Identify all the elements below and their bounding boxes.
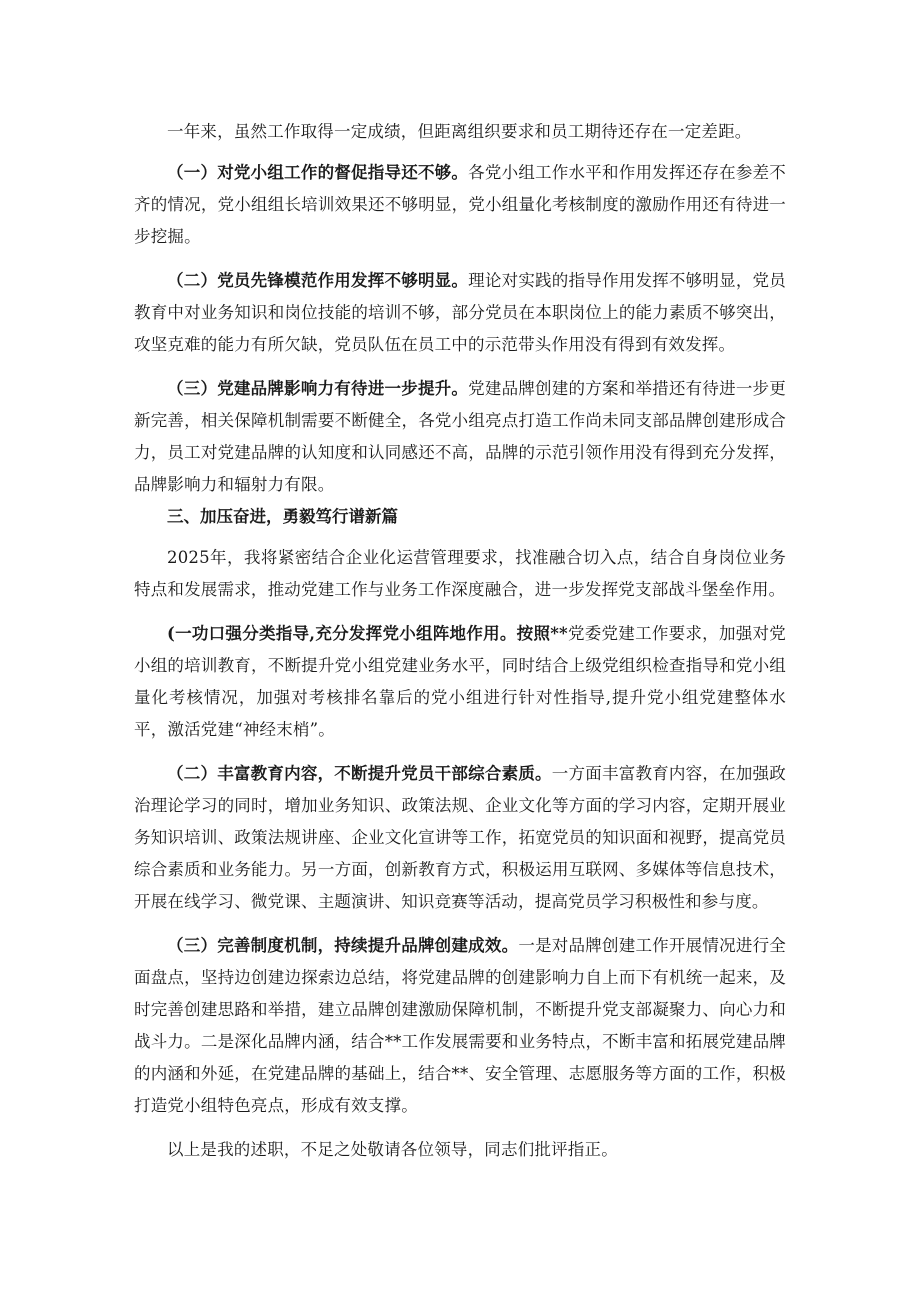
- measure-body-1: 党委党建工作要求，加强对党小组的培训教育，不断提升党小组党建业务水平，同时结合上级党组织检查指导和党小组量化考核情况，加强对考核排名靠后的党小组进行针对性指导,提升党小组党建整体水平，激活党建“神经末梢”。: [134, 624, 786, 739]
- problem-body-3: 党建品牌创建的方案和举措还有待进一步更新完善，相关保障机制需要不断健全，各党小组亮点打造工作尚未同支部品牌创建形成合力，员工对党建品牌的认知度和认同感还不高，品牌的示范引领作用没有得到充分发挥，品牌影响力和辐射力有限。: [134, 379, 786, 494]
- measure-title-3: （三）完善制度机制，持续提升品牌创建成效。: [167, 936, 519, 955]
- measure-title-1: (一功口强分类指导,充分发挥党小组阵地作用。按照**: [167, 624, 568, 643]
- problem-body-2: 理论对实践的指导作用发挥不够明显，党员教育中对业务知识和岗位技能的培训不够，部分党员在本职岗位上的能力素质不够突出，攻坚克难的能力有所欠缺，党员队伍在员工中的示范带头作用没有得到有效发挥。: [134, 271, 786, 354]
- measure-paragraph-3: [134, 930, 786, 1122]
- problem-title-2: （二）党员先锋模范作用发挥不够明显。: [167, 271, 469, 290]
- problem-paragraph-1: [134, 157, 786, 253]
- document-page: [134, 116, 786, 1166]
- measure-title-2: （二）丰富教育内容，不断提升党员干部综合素质。: [167, 764, 552, 783]
- section-heading: 三、加压奋进，勇毅笃行谱新篇: [167, 507, 398, 526]
- closing-paragraph: 以上是我的述职，不足之处敬请各位领导，同志们批评指正。: [167, 1140, 618, 1159]
- measure-paragraph-2: [134, 758, 786, 918]
- problem-body-1: 各党小组工作水平和作用发挥还存在参差不齐的情况，党小组组长培训效果还不够明显，党小组量化考核制度的激励作用还有待进一步挖掘。: [134, 163, 786, 246]
- measure-body-3: 一是对品牌创建工作开展情况进行全面盘点，坚持边创建边探索边总结，将党建品牌的创建影响力自上而下有机统一起来，及时完善创建思路和举措，建立品牌创建激励保障机制，不断提升党支部凝聚力、向心力和战斗力。二是深化品牌内涵，结合**工作发展需要和业务特点，不断丰富和拓展党建品牌的内涵和外延，在党建品牌的基础上，结合**、安全管理、志愿服务等方面的工作，积极打造党小组特色亮点，形成有效支撑。: [134, 936, 786, 1115]
- problem-title-3: （三）党建品牌影响力有待进一步提升。: [167, 379, 469, 398]
- problem-title-1: （一）对党小组工作的督促指导还不够。: [167, 163, 469, 182]
- measure-paragraph-1: [134, 618, 786, 746]
- problem-paragraph-3: [134, 373, 786, 501]
- measure-body-2: 一方面丰富教育内容，在加强政治理论学习的同时，增加业务知识、政策法规、企业文化等方面的学习内容，定期开展业务知识培训、政策法规讲座、企业文化宣讲等工作，拓宽党员的知识面和视野，提高党员综合素质和业务能力。另一方面，创新教育方式，积极运用互联网、多媒体等信息技术，开展在线学习、微党课、主题演讲、知识竞赛等活动，提高党员学习积极性和参与度。: [134, 764, 786, 911]
- problem-paragraph-2: [134, 265, 786, 361]
- plan-intro-paragraph: 2025年，我将紧密结合企业化运营管理要求，找准融合切入点，结合自身岗位业务特点和发展需求，推动党建工作与业务工作深度融合，进一步发挥党支部战斗堡垒作用。: [134, 548, 786, 599]
- intro-paragraph: 一年来，虽然工作取得一定成绩，但距离组织要求和员工期待还存在一定差距。: [167, 122, 752, 141]
